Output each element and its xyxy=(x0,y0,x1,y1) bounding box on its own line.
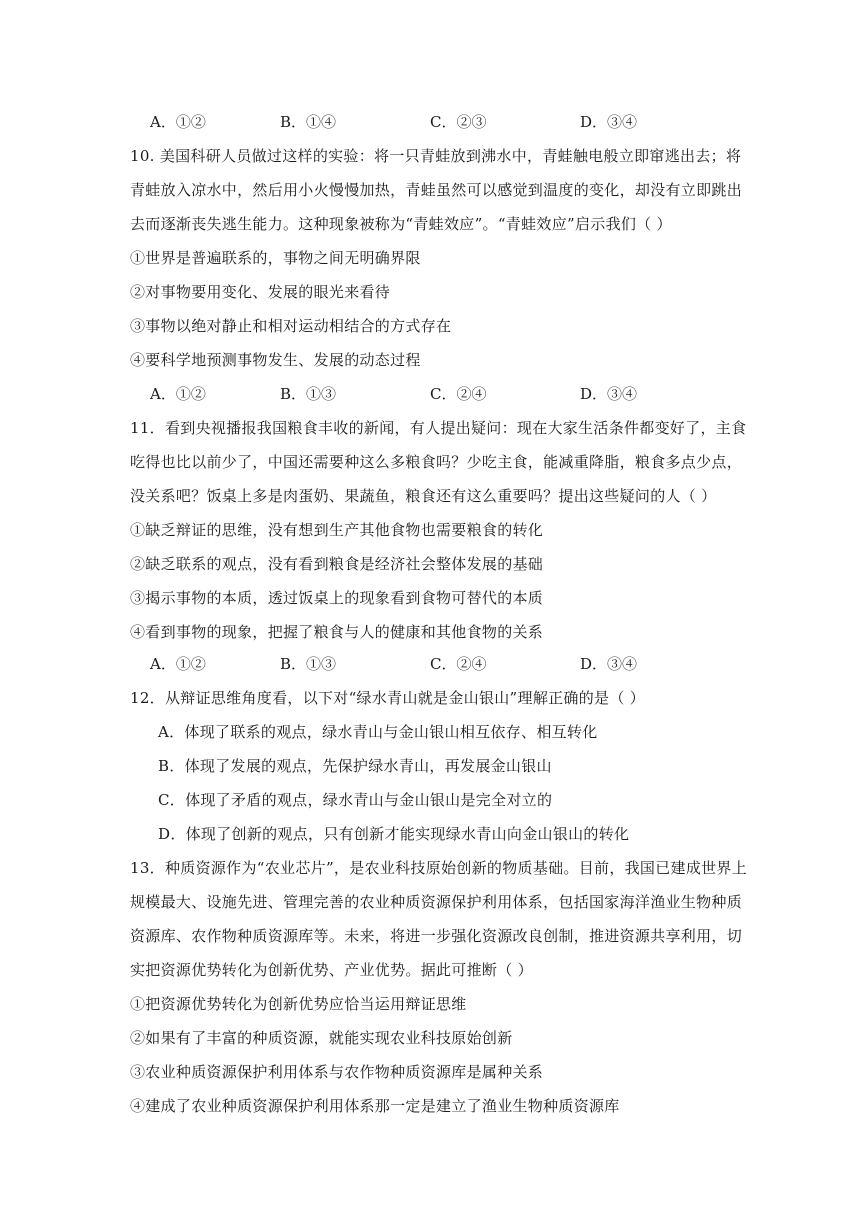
q11-statement-4: ④看到事物的现象，把握了粮食与人的健康和其他食物的关系 xyxy=(130,623,544,641)
q12-choice-c[interactable]: C．体现了矛盾的观点，绿水青山与金山银山是完全对立的 xyxy=(158,791,553,809)
q12-choice-a[interactable]: A．体现了联系的观点，绿水青山与金山银山相互依存、相互转化 xyxy=(158,723,598,741)
q10-statement-3: ③事物以绝对静止和相对运动相结合的方式存在 xyxy=(130,317,452,335)
q13-statement-3: ③农业种质资源保护利用体系与农作物种质资源库是属种关系 xyxy=(130,1063,544,1081)
q13-stem-line-4: 实把资源优势转化为创新优势、产业优势。据此可推断（ ） xyxy=(130,961,533,979)
q9-option-d[interactable]: D．③④ xyxy=(580,113,638,131)
q11-statement-3: ③揭示事物的本质，透过饭桌上的现象看到食物可替代的本质 xyxy=(130,589,544,607)
q11-option-a[interactable]: A．①② xyxy=(150,655,206,673)
q10-statement-2: ②对事物要用变化、发展的眼光来看待 xyxy=(130,283,391,301)
q9-option-b[interactable]: B．①④ xyxy=(280,113,337,131)
q10-statement-1: ①世界是普遍联系的，事物之间无明确界限 xyxy=(130,249,421,267)
q9-options xyxy=(150,112,710,132)
q10-statement-4: ④要科学地预测事物发生、发展的动态过程 xyxy=(130,351,421,369)
q10-stem-line-3: 去而逐渐丧失逃生能力。这种现象被称为“青蛙效应”。“青蛙效应”启示我们（ ） xyxy=(130,215,672,233)
q10-option-c[interactable]: C．②④ xyxy=(430,385,487,403)
q12-choice-d[interactable]: D．体现了创新的观点，只有创新才能实现绿水青山向金山银山的转化 xyxy=(158,825,630,843)
q12-choice-b[interactable]: B．体现了发展的观点，先保护绿水青山，再发展金山银山 xyxy=(158,757,552,775)
q13-stem-line-3: 资源库、农作物种质资源库等。未来，将进一步强化资源改良创制，推进资源共享利用，切 xyxy=(130,927,743,945)
q11-option-c[interactable]: C．②④ xyxy=(430,655,487,673)
q11-option-b[interactable]: B．①③ xyxy=(280,655,337,673)
q12-stem: 12．从辩证思维角度看，以下对“绿水青山就是金山银山”理解正确的是（ ） xyxy=(130,689,645,707)
q11-statement-2: ②缺乏联系的观点，没有看到粮食是经济社会整体发展的基础 xyxy=(130,555,544,573)
q13-statement-2: ②如果有了丰富的种质资源，就能实现农业科技原始创新 xyxy=(130,1029,513,1047)
q10-stem-line-1: 10. 美国科研人员做过这样的实验：将一只青蛙放到沸水中，青蛙触电般立即窜逃出去；将 xyxy=(130,147,742,165)
q11-option-d[interactable]: D．③④ xyxy=(580,655,638,673)
q11-stem-line-3: 没关系吧？饭桌上多是肉蛋奶、果蔬鱼，粮食还有这么重要吗？提出这些疑问的人（ ） xyxy=(130,487,717,505)
q10-option-a[interactable]: A．①② xyxy=(150,385,206,403)
q9-option-a[interactable]: A．①② xyxy=(150,113,206,131)
q13-statement-1: ①把资源优势转化为创新优势应恰当运用辩证思维 xyxy=(130,995,467,1013)
q13-stem-line-1: 13．种质资源作为“农业芯片”，是农业科技原始创新的物质基础。目前，我国已建成世界上 xyxy=(130,859,748,877)
q10-option-b[interactable]: B．①③ xyxy=(280,385,337,403)
q11-statement-1: ①缺乏辩证的思维，没有想到生产其他食物也需要粮食的转化 xyxy=(130,521,544,539)
q10-options xyxy=(150,384,710,404)
q10-option-d[interactable]: D．③④ xyxy=(580,385,638,403)
q13-statement-4: ④建成了农业种质资源保护利用体系那一定是建立了渔业生物种质资源库 xyxy=(130,1097,620,1115)
q11-options xyxy=(150,654,710,674)
q11-stem-line-1: 11．看到央视播报我国粮食丰收的新闻，有人提出疑问：现在大家生活条件都变好了，主食 xyxy=(130,419,747,437)
q13-stem-line-2: 规模最大、设施先进、管理完善的农业种质资源保护利用体系，包括国家海洋渔业生物种质 xyxy=(130,893,743,911)
q10-stem-line-2: 青蛙放入凉水中，然后用小火慢慢加热，青蛙虽然可以感觉到温度的变化，却没有立即跳出 xyxy=(130,181,743,199)
q11-stem-line-2: 吃得也比以前少了，中国还需要种这么多粮食吗？少吃主食，能减重降脂，粮食多点少点， xyxy=(130,453,743,471)
q9-option-c[interactable]: C．②③ xyxy=(430,113,487,131)
